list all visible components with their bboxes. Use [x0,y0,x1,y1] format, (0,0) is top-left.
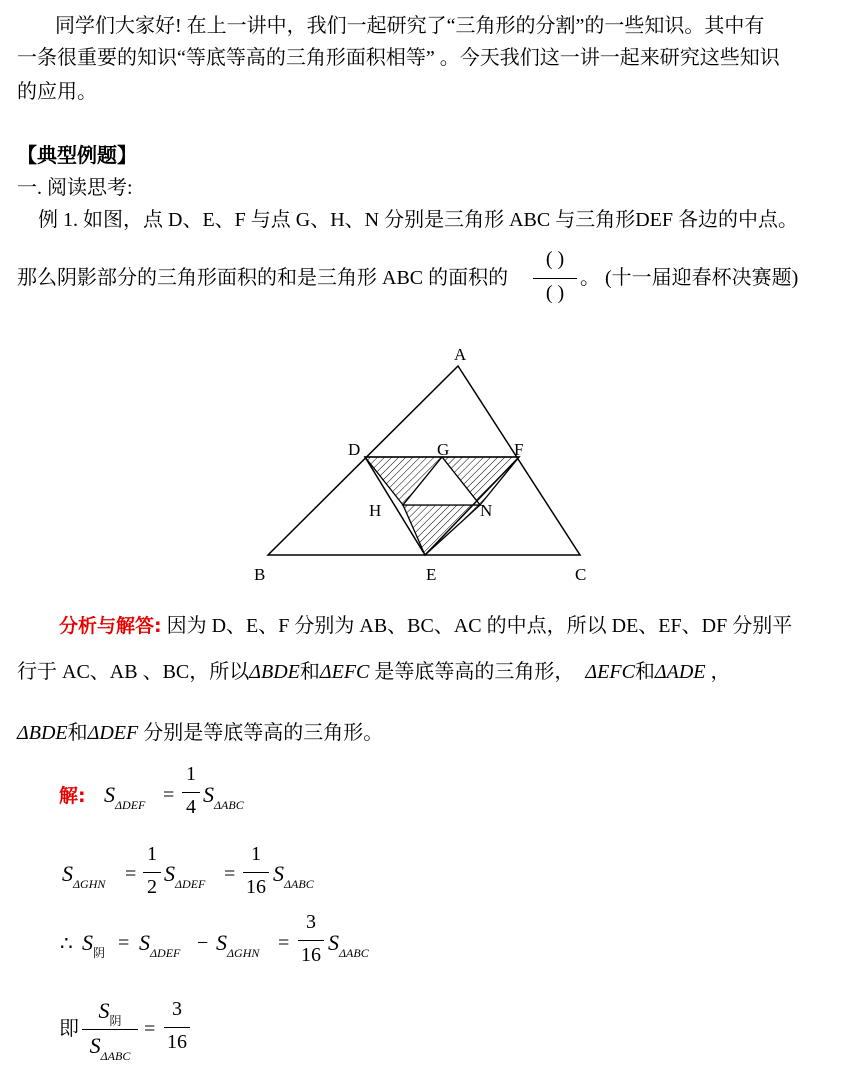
equation-3-lhs: $S_阴$ [82,930,106,960]
label-B: B [254,565,266,584]
analysis-line-2 [17,660,731,684]
equation-2-equals-1: = [125,863,137,885]
triangle-BDE-2: ΔBDE [17,722,68,744]
ratio-fraction: $S_阴$ $S_{\Delta ABC}$ [82,996,138,1062]
example-source: 。 (十一届迎春杯决赛题) [580,267,799,289]
equation-2-mid: $S_{\Delta DEF}$ [164,861,206,891]
triangle-EFC: ΔEFC [319,661,370,683]
equation-4-equals: = [144,1018,156,1040]
fraction-3-16-final: 3 16 [164,998,190,1060]
analysis-line-3 [17,721,383,745]
triangle-BDE: ΔBDE [249,661,300,683]
equation-3-therefore: ∴ [60,933,73,955]
answer-blank-numerator: ( ) [545,248,565,270]
shaded-triangle-HNE [403,505,480,555]
analysis-text-4: 分别是等底等高的三角形。 [138,722,384,744]
equation-3-minus: − [197,932,209,954]
equation-3-equals-2: = [278,932,290,954]
label-N: N [480,501,493,520]
label-H: H [369,501,382,520]
analysis-label: 分析与解答: [59,615,162,637]
label-A: A [454,345,467,364]
equation-2-lhs: $S_{\Delta GHN}$ [62,861,106,891]
equation-1-rhs: $S_{\Delta ABC}$ [203,782,244,812]
example-line-1: 例 1. 如图，点 D、E、F 与点 G、H、N 分别是三角形 ABC 与三角形DEF 各边的中点。 [38,209,799,231]
equation-4-ji: 即 [59,1018,79,1040]
intro-line-3: 的应用。 [17,81,97,103]
label-C: C [575,565,587,584]
and-word-2: 和 [634,661,655,683]
fraction-1-16: 1 16 [243,843,269,905]
equation-3-equals-1: = [118,932,130,954]
fraction-1-4: 1 4 [182,763,200,825]
analysis-text-1: 因为 D、E、F 分别为 AB、BC、AC 的中点，所以 DE、EF、DF 分别平 [166,615,793,637]
label-E: E [426,565,437,584]
analysis-line-1 [59,614,792,638]
section-title: 【典型例题】 [17,143,137,167]
analysis-text-3: 是等底等高的三角形， [369,661,575,683]
equation-3-term-2: $S_{\Delta GHN}$ [216,930,260,960]
equation-2-equals-2: = [224,863,236,885]
triangle-EFC-2: ΔEFC [585,661,635,683]
example-question-text: 那么阴影部分的三角形面积的和是三角形 ABC 的面积的 [17,267,509,289]
equation-1-lhs: $S_{\Delta DEF}$ [104,782,146,812]
label-D: D [348,440,361,459]
comma: ， [705,661,731,683]
fraction-1-2: 1 2 [143,843,161,905]
equation-1-equals: = [163,784,175,806]
and-word: 和 [299,661,320,683]
part-title: 一. 阅读思考: [17,177,133,199]
fraction-3-16: 3 16 [298,911,324,973]
analysis-text-2: 行于 AC、AB 、BC，所以 [17,661,250,683]
and-word-3: 和 [67,722,88,744]
label-G: G [437,440,450,459]
intro-line-1: 同学们大家好! 在上一讲中，我们一起研究了“三角形的分割”的一些知识。其中有 [55,15,765,37]
equation-2-rhs: $S_{\Delta ABC}$ [273,861,314,891]
triangle-DEF: ΔDEF [87,722,139,744]
triangle-ADE: ΔADE [654,661,706,683]
intro-line-2: 一条很重要的知识“等底等高的三角形面积相等” 。今天我们这一讲一起来研究这些知识 [17,47,780,69]
label-F: F [514,440,524,459]
equation-3-rhs: $S_{\Delta ABC}$ [328,930,369,960]
solution-label: 解: [59,785,86,807]
answer-blank-denominator: ( ) [545,282,565,304]
equation-3-term-1: $S_{\Delta DEF}$ [139,930,181,960]
